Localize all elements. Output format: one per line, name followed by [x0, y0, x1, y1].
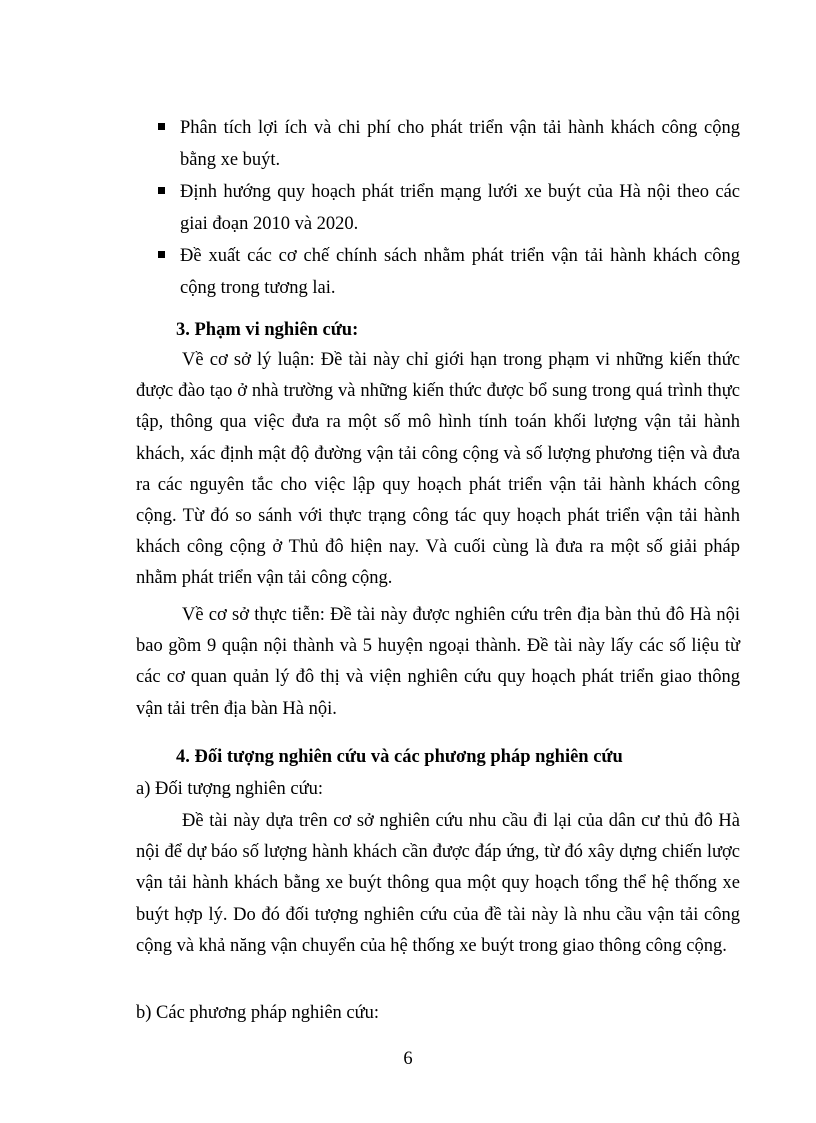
square-bullet-icon	[158, 123, 165, 130]
square-bullet-icon	[158, 251, 165, 258]
subsection-b-label: b) Các phương pháp nghiên cứu:	[136, 1003, 380, 1023]
bullet-text-2: Định hướng quy hoạch phát triển mạng lưới xe buýt của Hà nội theo các giai đoạn 2010 và 2020.	[180, 182, 740, 234]
bullet-item-3	[158, 240, 740, 304]
section-3-paragraph-2: Về cơ sở thực tiễn: Đề tài này được nghiên cứu trên địa bàn thủ đô Hà nội bao gồm 9 quận nội thành và 5 huyện ngoại thành. Đề tài này lấy các số liệu từ các cơ quan quản lý đô thị và viện nghiên cứu quy hoạch phát triển giao thông vận tải trên địa bàn Hà nội.	[136, 605, 740, 719]
section-3-heading: 3. Phạm vi nghiên cứu:	[176, 320, 359, 340]
section-4-heading: 4. Đối tượng nghiên cứu và các phương pháp nghiên cứu	[176, 747, 623, 767]
bullet-text-3: Đề xuất các cơ chế chính sách nhằm phát triển vận tải hành khách công cộng trong tương lai.	[180, 246, 740, 298]
bullet-text-1: Phân tích lợi ích và chi phí cho phát triển vận tải hành khách công cộng bằng xe buýt.	[180, 118, 740, 170]
subsection-a-paragraph: Đề tài này dựa trên cơ sở nghiên cứu nhu cầu đi lại của dân cư thủ đô Hà nội để dự báo số lượng hành khách cần được đáp ứng, từ đó xây dựng chiến lược vận tải hành khách bằng xe buýt thông qua một quy hoạch tổng thể hệ thống xe buýt hợp lý. Do đó đối tượng nghiên cứu của đề tài này là nhu cầu vận tải công cộng và khả năng vận chuyển của hệ thống xe buýt trong giao thông công cộng.	[136, 811, 740, 956]
bullet-item-2	[158, 176, 740, 240]
section-3-paragraph-1: Về cơ sở lý luận: Đề tài này chỉ giới hạn trong phạm vi những kiến thức được đào tạo ở nhà trường và những kiến thức được bổ sung trong quá trình thực tập, thông qua việc đưa ra một số mô hình tính toán khối lượng vận tải hành khách, xác định mật độ đường vận tải công cộng và số lượng phương tiện và đưa ra các nguyên tắc cho việc lập quy hoạch phát triển vận tải hành khách công cộng. Từ đó so sánh với thực trạng công tác quy hoạch phát triển vận tải hành khách công cộng ở Thủ đô hiện nay. Và cuối cùng là đưa ra một số giải pháp nhằm phát triển vận tải công cộng.	[136, 350, 740, 589]
page-number: 6	[403, 1049, 413, 1069]
bullet-item-1	[158, 112, 740, 176]
subsection-a-label: a) Đối tượng nghiên cứu:	[136, 779, 324, 799]
square-bullet-icon	[158, 187, 165, 194]
